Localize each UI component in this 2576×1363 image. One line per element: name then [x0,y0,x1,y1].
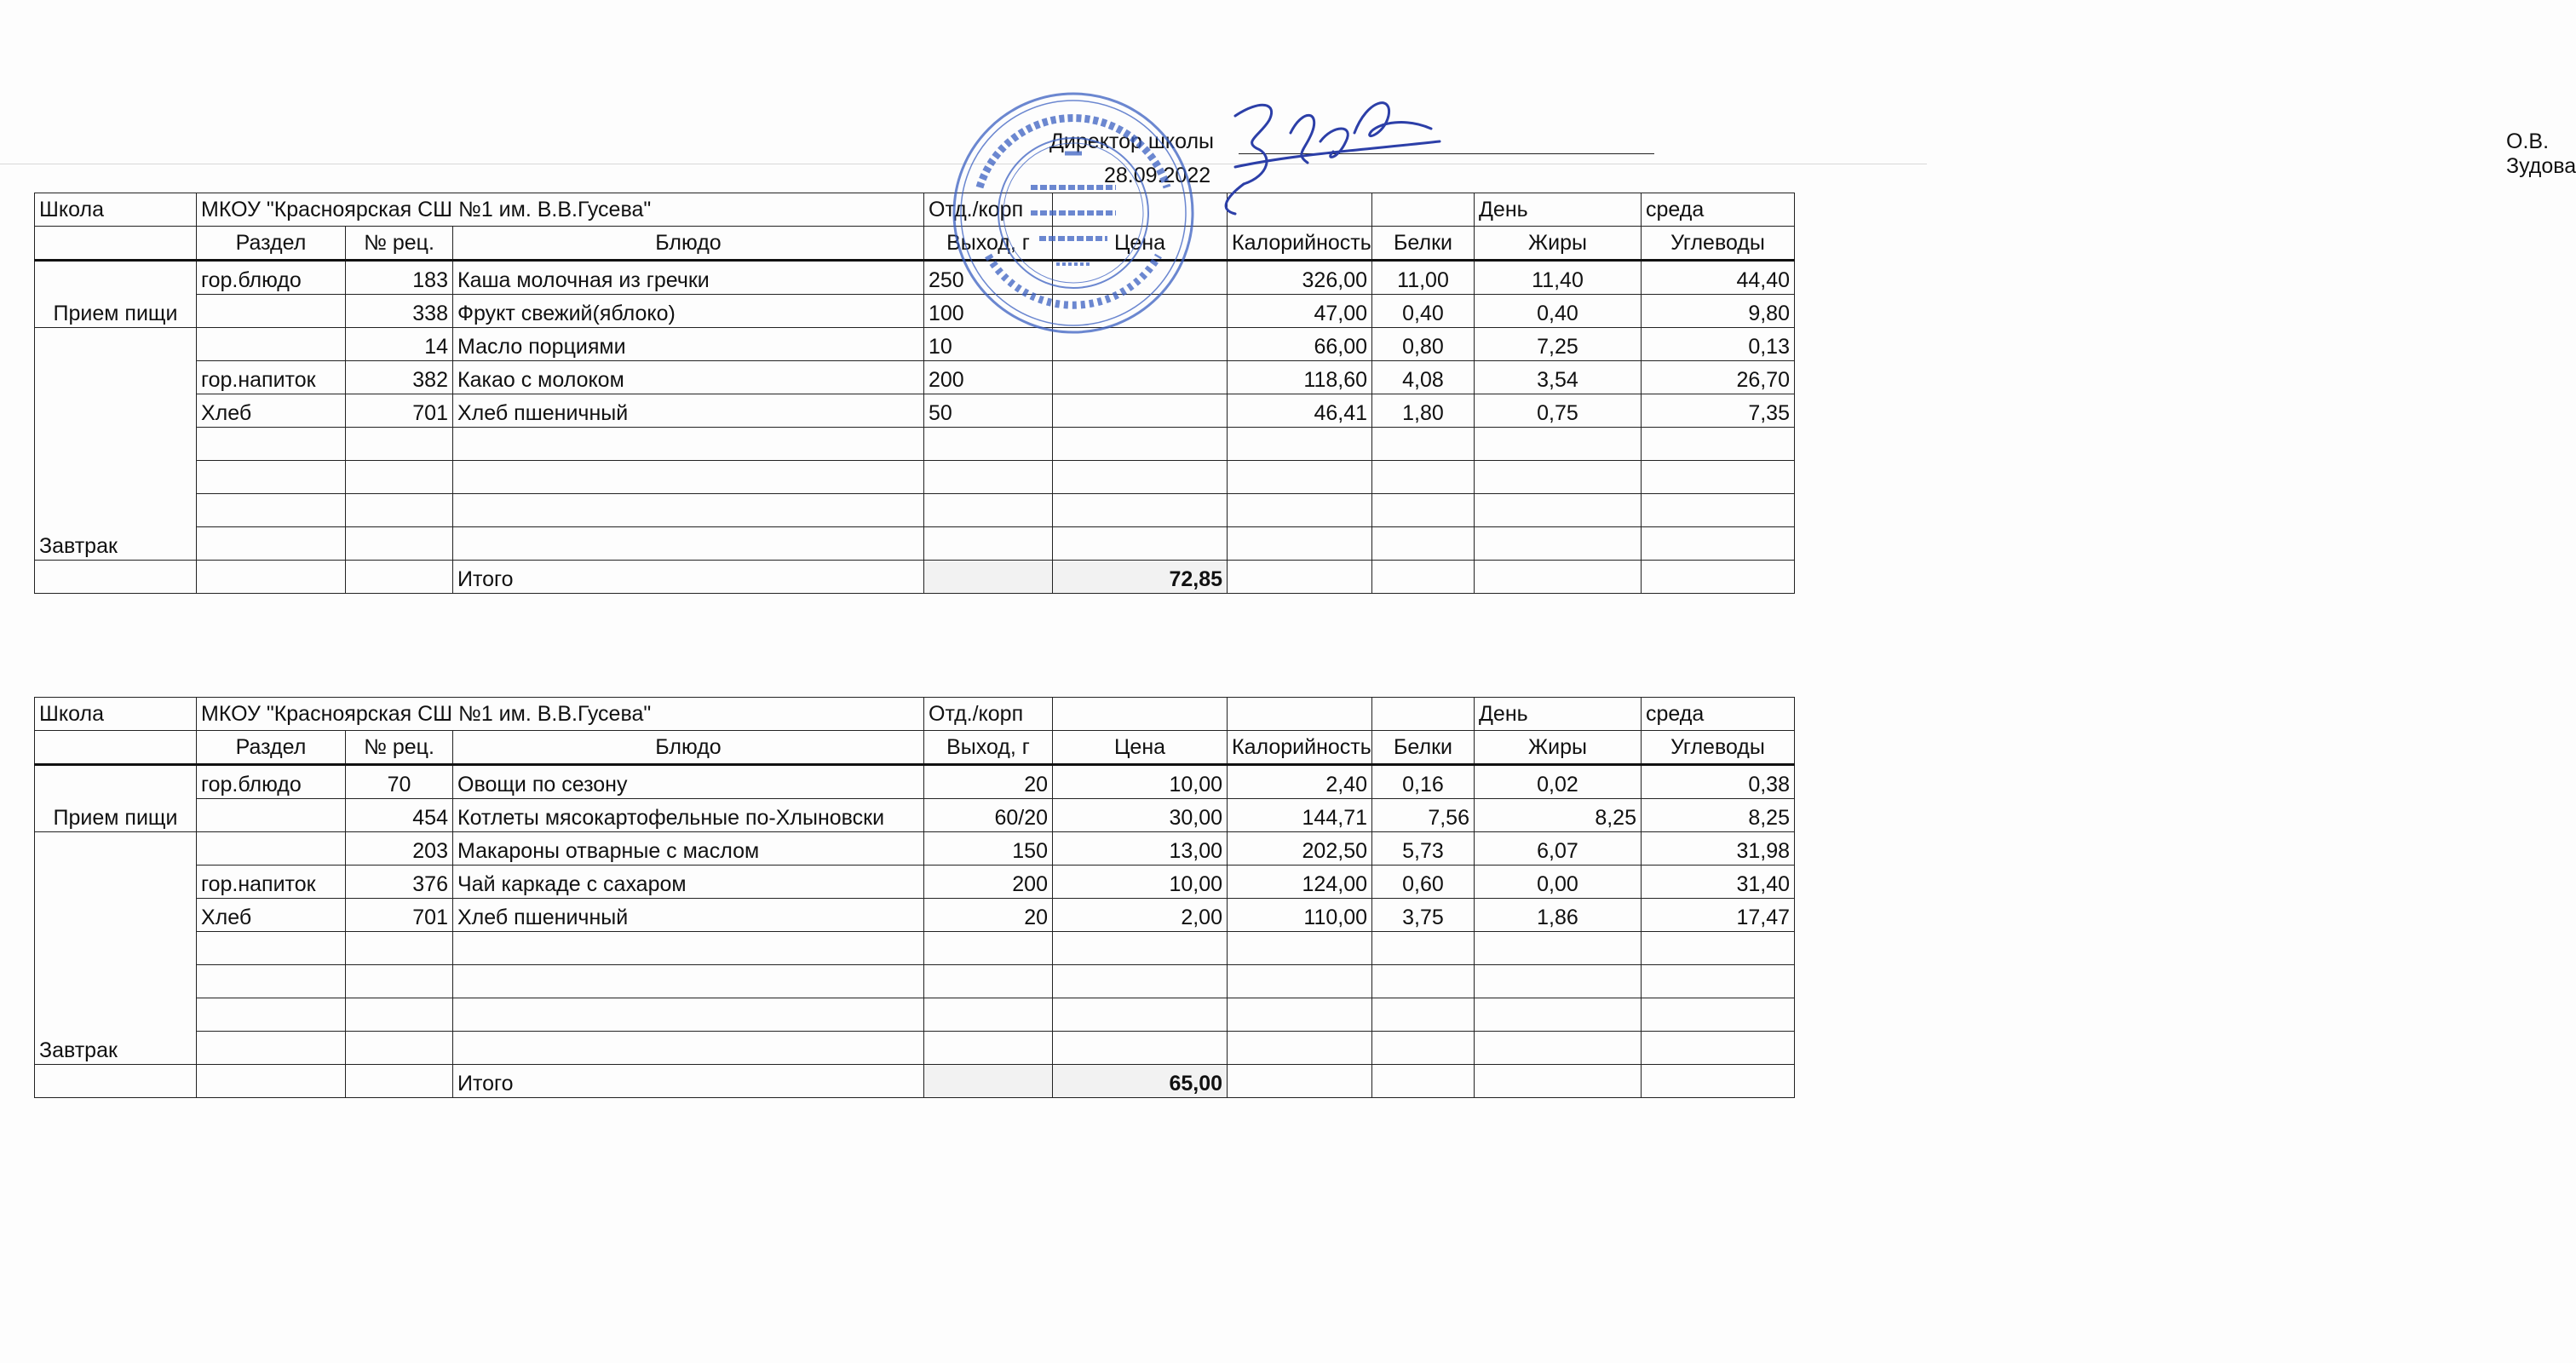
total-row [35,1065,1795,1098]
dish-cell: Хлеб пшеничный [453,899,924,932]
carbs-cell: 0,38 [1642,765,1795,799]
empty-row [35,428,1795,461]
dish-cell: Котлеты мясокартофельные по-Хлыновски [453,799,924,832]
empty-row [35,998,1795,1032]
recipe-cell: 14 [346,328,453,361]
director-label: Директор школы [1049,129,1215,153]
weight-cell: 150 [924,832,1053,866]
price-cell [1053,394,1228,428]
weight-cell: 20 [924,765,1053,799]
col-header: Выход, г [924,227,1053,261]
table-row [35,328,1795,361]
carbs-cell: 26,70 [1642,361,1795,394]
section-cell [197,832,346,866]
col-header: Выход, г [924,731,1053,765]
dish-cell: Масло порциями [453,328,924,361]
weight-cell: 60/20 [924,799,1053,832]
price-cell [1053,328,1228,361]
col-header: Раздел [197,227,346,261]
recipe-cell: 70 [346,765,453,799]
dish-cell: Какао с молоком [453,361,924,394]
carbs-cell: 0,13 [1642,328,1795,361]
col-header: № рец. [346,731,453,765]
carbs-cell: 31,40 [1642,866,1795,899]
fat-cell: 0,00 [1475,866,1642,899]
protein-cell: 7,56 [1372,799,1475,832]
menu-table-2 [34,697,1795,1098]
col-header: Цена [1053,731,1228,765]
section-cell: гор.блюдо [197,765,346,799]
kcal-cell: 144,71 [1228,799,1372,832]
approval-date: 28.09.2022 [1104,164,1211,187]
meal-value: Завтрак [35,832,197,1065]
carbs-cell: 44,40 [1642,261,1795,295]
protein-cell: 0,16 [1372,765,1475,799]
table-row [35,295,1795,328]
dish-cell: Макароны отварные с маслом [453,832,924,866]
table-row [35,832,1795,866]
recipe-cell: 203 [346,832,453,866]
fat-cell: 7,25 [1475,328,1642,361]
kcal-cell: 124,00 [1228,866,1372,899]
kcal-cell: 202,50 [1228,832,1372,866]
carbs-cell: 17,47 [1642,899,1795,932]
total-label: Итого [453,1065,924,1098]
fat-cell: 3,54 [1475,361,1642,394]
weight-cell: 10 [924,328,1053,361]
recipe-cell: 376 [346,866,453,899]
kcal-cell: 46,41 [1228,394,1372,428]
kcal-cell: 47,00 [1228,295,1372,328]
fat-cell: 11,40 [1475,261,1642,295]
kcal-cell: 110,00 [1228,899,1372,932]
section-cell: гор.блюдо [197,261,346,295]
kcal-cell: 326,00 [1228,261,1372,295]
section-cell: Хлеб [197,394,346,428]
col-header: Калорийность [1228,227,1372,261]
recipe-cell: 701 [346,899,453,932]
section-cell [197,799,346,832]
price-cell: 2,00 [1053,899,1228,932]
dish-cell: Хлеб пшеничный [453,394,924,428]
table-row [35,394,1795,428]
section-cell [197,295,346,328]
weight-cell: 100 [924,295,1053,328]
recipe-cell: 382 [346,361,453,394]
table-row [35,866,1795,899]
carbs-cell: 9,80 [1642,295,1795,328]
section-cell [197,328,346,361]
price-cell: 30,00 [1053,799,1228,832]
price-cell [1053,261,1228,295]
day-value: среда [1642,698,1795,731]
recipe-cell: 183 [346,261,453,295]
protein-cell: 0,40 [1372,295,1475,328]
table-row [35,361,1795,394]
school-label: Школа [35,698,197,731]
fat-cell: 0,02 [1475,765,1642,799]
dish-cell: Овощи по сезону [453,765,924,799]
price-cell [1053,361,1228,394]
dept-label: Отд./корп [924,193,1053,227]
dish-cell: Чай каркаде с сахаром [453,866,924,899]
table-row [35,261,1795,295]
total-price: 72,85 [1053,561,1228,594]
protein-cell: 4,08 [1372,361,1475,394]
day-label: День [1475,698,1642,731]
col-header: Калорийность [1228,731,1372,765]
col-header: Раздел [197,731,346,765]
menu-table-1 [34,193,1795,594]
empty-row [35,494,1795,527]
dish-cell: Каша молочная из гречки [453,261,924,295]
section-cell: гор.напиток [197,866,346,899]
table-row [35,799,1795,832]
fat-cell: 0,75 [1475,394,1642,428]
kcal-cell: 2,40 [1228,765,1372,799]
weight-cell: 200 [924,361,1053,394]
col-header: Белки [1372,731,1475,765]
protein-cell: 0,60 [1372,866,1475,899]
section-cell: Хлеб [197,899,346,932]
director-name: О.В. Зудова [2506,129,2576,178]
col-header: Углеводы [1642,227,1795,261]
col-header: Цена [1053,227,1228,261]
weight-cell: 250 [924,261,1053,295]
meal-label: Прием пищи [35,765,197,832]
protein-cell: 0,80 [1372,328,1475,361]
meal-label: Прием пищи [35,261,197,328]
empty-row [35,932,1795,965]
protein-cell: 11,00 [1372,261,1475,295]
weight-cell: 50 [924,394,1053,428]
weight-cell: 200 [924,866,1053,899]
meal-value: Завтрак [35,328,197,561]
total-row [35,561,1795,594]
col-header: Жиры [1475,731,1642,765]
price-cell: 13,00 [1053,832,1228,866]
recipe-cell: 454 [346,799,453,832]
price-cell: 10,00 [1053,765,1228,799]
col-header: Углеводы [1642,731,1795,765]
fat-cell: 0,40 [1475,295,1642,328]
recipe-cell: 701 [346,394,453,428]
section-cell: гор.напиток [197,361,346,394]
carbs-cell: 7,35 [1642,394,1795,428]
carbs-cell: 31,98 [1642,832,1795,866]
school-label: Школа [35,193,197,227]
fat-cell: 1,86 [1475,899,1642,932]
carbs-cell: 8,25 [1642,799,1795,832]
fat-cell: 8,25 [1475,799,1642,832]
empty-row [35,527,1795,561]
table-row [35,899,1795,932]
price-cell [1053,295,1228,328]
kcal-cell: 66,00 [1228,328,1372,361]
fat-cell: 6,07 [1475,832,1642,866]
recipe-cell: 338 [346,295,453,328]
weight-cell: 20 [924,899,1053,932]
empty-row [35,965,1795,998]
col-header: Блюдо [453,731,924,765]
school-name: МКОУ "Красноярская СШ №1 им. В.В.Гусева" [197,698,924,731]
col-header: Жиры [1475,227,1642,261]
total-price: 65,00 [1053,1065,1228,1098]
protein-cell: 3,75 [1372,899,1475,932]
col-header: Белки [1372,227,1475,261]
protein-cell: 5,73 [1372,832,1475,866]
day-value: среда [1642,193,1795,227]
col-header: Блюдо [453,227,924,261]
empty-row [35,461,1795,494]
price-cell: 10,00 [1053,866,1228,899]
kcal-cell: 118,60 [1228,361,1372,394]
empty-row [35,1032,1795,1065]
dish-cell: Фрукт свежий(яблоко) [453,295,924,328]
dept-label: Отд./корп [924,698,1053,731]
table-row [35,765,1795,799]
school-name: МКОУ "Красноярская СШ №1 им. В.В.Гусева" [197,193,924,227]
day-label: День [1475,193,1642,227]
total-label: Итого [453,561,924,594]
col-header: № рец. [346,227,453,261]
approval-block [1049,126,2576,194]
signature-line [1239,153,1654,154]
protein-cell: 1,80 [1372,394,1475,428]
